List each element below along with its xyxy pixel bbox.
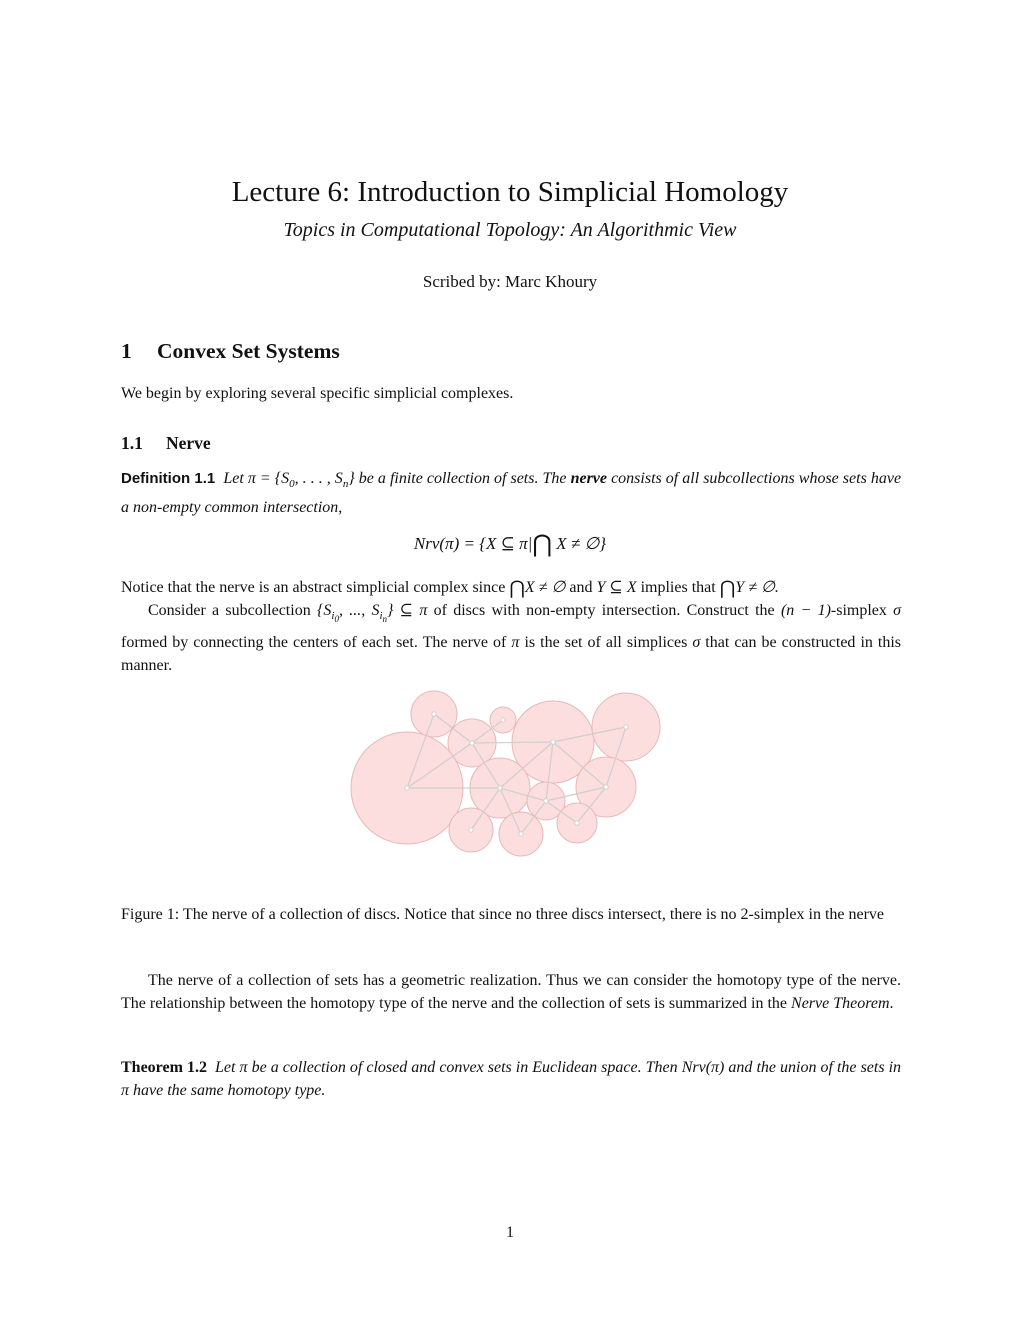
center-point [604,785,608,789]
definition-text-2: be a finite collection of sets. The [358,470,567,487]
subsection-title: Nerve [166,433,211,453]
para1-text-3: implies that [640,579,716,596]
nerve-term: nerve [570,470,608,487]
section-number: 1 [121,339,132,363]
theorem-text-4: have the same homotopy type. [133,1082,326,1099]
paragraph-2 [121,599,901,677]
big-cap-symbol: ⋂ [532,532,553,558]
center-point [551,740,555,744]
nerve-theorem-term: Nerve Theorem [791,995,890,1012]
para2-text-6: that can be constructed in this manner. [121,634,902,675]
definition-text-3: consists of all subcollections whose sets have a non-empty common intersection, [121,470,902,517]
theorem-label: Theorem 1.2 [121,1059,207,1076]
definition-label: Definition 1.1 [121,470,216,487]
para1-text-1: Notice that the nerve is an abstract simplicial complex since [121,579,506,596]
equation-lhs: Nrv(π) = {X ⊆ π| [413,534,533,553]
para2-text-1: Consider a subcollection [148,602,311,619]
center-point [575,821,579,825]
center-point [469,828,473,832]
paragraph-1 [121,576,901,600]
section-heading [121,336,340,366]
para1-math-3: Y ≠ ∅. [735,579,779,596]
page-title: Lecture 6: Introduction to Simplicial Homology [231,176,789,208]
subsection-heading [121,430,211,456]
para2-math-4: π [511,634,520,652]
para3-text-1: The nerve of a collection of sets has a geometric realization. Thus we can consider the homotopy type of the nerve. The relationship between the homotopy type of the nerve and the collection of sets is summarized in the [121,972,901,1012]
theorem-block [121,1056,901,1102]
para3-text-2: . [889,995,894,1012]
definition-text-1: Let [223,470,244,487]
para2-math-2: (n − 1) [780,602,831,619]
section-intro: We begin by exploring several specific simplicial complexes. [121,385,514,402]
para2-text-2: of discs with non-empty intersection. Construct the [433,602,775,619]
scribe-line: Scribed by: Marc Khoury [422,272,598,291]
para2-text-5: is the set of all simplices [524,634,688,652]
figure-caption: Figure 1: The nerve of a collection of discs. Notice that since no three discs intersect, there is no 2-simplex in the nerve [121,906,885,923]
theorem-text-2: be a collection of closed and convex sets in Euclidean space. Then [251,1059,678,1076]
para2-text-3: -simplex [830,602,887,619]
center-point [498,786,502,790]
equation-rhs: X ≠ ∅} [556,534,607,553]
center-point [501,718,505,722]
nerve-equation [0,530,1020,559]
theorem-math-3: π [121,1082,130,1099]
center-point [432,712,436,716]
definition-block [121,467,901,519]
center-point [470,741,474,745]
theorem-text-3: and the union of the sets in [728,1059,902,1076]
para1-text-2: and [569,579,593,596]
cap-symbol: ⋂ [719,578,736,599]
center-point [624,725,628,729]
cap-symbol: ⋂ [509,578,525,599]
center-point [405,786,409,790]
subsection-number: 1.1 [121,433,143,453]
para2-math-3: σ [893,602,902,619]
center-point [544,799,548,803]
theorem-math-1: π [239,1059,248,1076]
disc-group [351,691,660,856]
pi-set-formula: $\pi = \{S_0$, . . . , $S_n$} [247,470,355,491]
section-title: Convex Set Systems [157,339,340,363]
page-number: 1 [506,1224,514,1241]
center-point [519,832,523,836]
para1-math-1: X ≠ ∅ [524,579,566,596]
para1-math-2: Y ⊆ X [596,579,637,596]
para2-text-4: formed by connecting the centers of each set. The nerve of [121,634,507,652]
theorem-math-2: Nrv(π) [681,1059,725,1076]
subcollection-formula: {$S_{i_0}$, ..., $S_{i_n}$} ⊆ π [316,602,428,625]
nerve-figure [345,685,665,860]
para2-math-5: σ [692,634,701,652]
page-subtitle: Topics in Computational Topology: An Algorithmic View [283,219,737,241]
paragraph-3 [121,969,901,1015]
theorem-text-1: Let [215,1059,236,1076]
